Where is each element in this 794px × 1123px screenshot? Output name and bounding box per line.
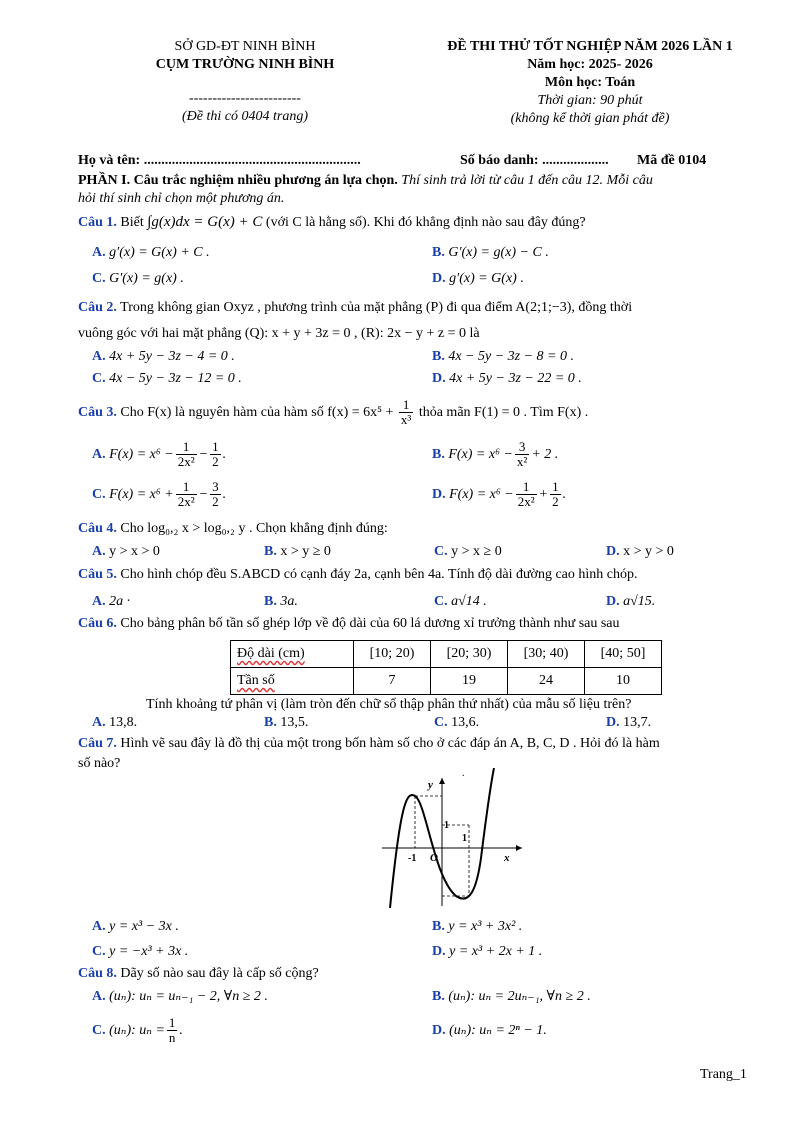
q8-option-b[interactable]: B. (uₙ): uₙ = 2uₙ₋₁, ∀n ≥ 2 . [432,989,591,1004]
q5-option-a[interactable]: A. 2a · [92,594,131,609]
question-6 [78,615,620,633]
exam-code: Mã đề 0104 [637,153,707,168]
y-label: y [428,779,433,791]
question-2 [78,299,632,317]
part1-heading [78,172,653,190]
q3-text-a: Cho F(x) là nguyên hàm của hàm số f(x) = 6x⁵ + [120,405,394,420]
question-1 [78,213,586,232]
q1-option-b[interactable]: B. G′(x) = g(x) − C . [432,245,549,260]
part1-instruction-cont: hỏi thí sinh chỉ chọn một phương án. [78,191,285,206]
q3-option-a[interactable]: A. F(x) = x⁶ − $\frac{1}{\text{2x²}}$ − $\frac{1}{2}$ . [92,439,227,470]
q3-option-d[interactable]: D. F(x) = x⁶ − $\frac{1}{\text{2x²}}$ + $\frac{1}{2}$ . [432,479,567,510]
x-tick-neg1: -1 [408,853,417,864]
q1-label: Câu 1. [78,215,117,230]
header-divider: ------------------------ [189,91,301,106]
school-year: Năm học: 2025- 2026 [527,57,653,72]
question-7 [78,735,660,753]
table-cell: 19 [431,668,508,695]
q1-option-a[interactable]: A. g′(x) = G(x) + C . [92,245,210,260]
x-tick-1: 1 [462,833,467,844]
frequency-table [230,640,662,695]
q8-label: Câu 8. [78,966,117,981]
q5-option-d[interactable]: D. a√15. [606,594,656,609]
q3-option-c[interactable]: C. F(x) = x⁶ + $\frac{1}{\text{2x²}}$ − $\frac{3}{2}$ . [92,479,227,510]
q7-text-line2: số nào? [78,756,121,771]
part1-title: PHẦN I. Câu trắc nghiệm nhiều phương án lựa chọn. [78,173,398,188]
table-cell: Độ dài (cm) [231,641,354,668]
q2-label: Câu 2. [78,300,117,315]
q5-label: Câu 5. [78,567,117,582]
question-3 [78,398,588,428]
q7-text-line1: Hình vẽ sau đây là đồ thị của một trong bốn hàm số cho ở các đáp án A, B, C, D . Hỏi đó là hàm [120,736,660,751]
q6-text: Cho bảng phân bố tần số ghép lớp về độ dài của 60 lá dương xỉ trưởng thành như sau sau [120,616,620,631]
q4-option-d[interactable]: D. x > y > 0 [606,544,674,559]
cluster-name: CỤM TRƯỜNG NINH BÌNH [155,57,335,72]
q2-option-d[interactable]: D. 4x + 5y − 3z − 22 = 0 . [432,371,582,386]
q2-text-line1: Trong không gian Oxyz , phương trình của mặt phẳng (P) đi qua điểm A(2;1;−3), đồng thời [120,300,633,315]
x-axis-arrow-icon [516,845,522,851]
dept-name: SỞ GD-ĐT NINH BÌNH [174,39,316,54]
table-cell: [40; 50] [585,641,662,668]
stray-dot: . [462,768,465,779]
q1-option-c[interactable]: C. G′(x) = g(x) . [92,271,184,286]
q7-option-a[interactable]: A. y = x³ − 3x . [92,919,179,934]
page-count-note: (Đề thi có 0404 trang) [182,109,308,124]
q2-option-b[interactable]: B. 4x − 5y − 3z − 8 = 0 . [432,349,575,364]
q3-label: Câu 3. [78,405,117,420]
q1-text-a: Biết [120,215,144,230]
q4-option-a[interactable]: A. y > x > 0 [92,544,160,559]
table-cell: [10; 20) [354,641,431,668]
table-cell: [30; 40) [508,641,585,668]
q1-option-d[interactable]: D. g′(x) = G(x) . [432,271,524,286]
subject: Môn học: Toán [544,75,636,90]
part1-instruction: Thí sinh trả lời từ câu 1 đến câu 12. Mỗi câu [397,173,653,188]
table-row [231,641,662,668]
q4-option-b[interactable]: B. x > y ≥ 0 [264,544,331,559]
duration: Thời gian: 90 phút [537,93,643,108]
candidate-number-field: Số báo danh: ................... [460,153,609,168]
table-cell: 7 [354,668,431,695]
q5-option-c[interactable]: C. a√14 . [434,594,487,609]
x-label: x [504,852,510,864]
page-number: Trang_1 [700,1067,747,1082]
q6-question: Tính khoảng tứ phân vị (làm tròn đến chữ số thập phân thứ nhất) của mẫu số liệu trên? [146,697,632,712]
table-row [231,668,662,695]
duration-note: (không kể thời gian phát đề) [510,111,670,126]
q7-option-c[interactable]: C. y = −x³ + 3x . [92,944,189,959]
question-5 [78,566,637,584]
q4-text: Cho log₀,₂ x > log₀,₂ y . Chọn khẳng định đúng: [120,521,388,536]
table-cell: Tần số [231,668,354,695]
function-graph [376,768,526,908]
q8-option-a[interactable]: A. (uₙ): uₙ = uₙ₋₁ − 2, ∀n ≥ 2 . [92,989,268,1004]
q7-label: Câu 7. [78,736,117,751]
q6-option-b[interactable]: B. 13,5. [264,715,309,730]
q5-option-b[interactable]: B. 3a. [264,594,298,609]
q3-option-b[interactable]: B. F(x) = x⁶ − $\frac{3}{\text{x²}}$ + 2 . [432,439,559,470]
origin-label: O [430,852,438,864]
student-name-field: Họ và tên: .............................................................. [78,153,361,168]
question-8 [78,965,319,983]
q6-option-c[interactable]: C. 13,6. [434,715,480,730]
q5-text: Cho hình chóp đều S.ABCD có cạnh đáy 2a, cạnh bên 4a. Tính độ dài đường cao hình chóp. [120,567,638,582]
q1-text-b: (với C là hằng số). Khi đó khẳng định nào sau đây đúng? [265,215,586,230]
table-cell: 24 [508,668,585,695]
q8-option-d[interactable]: D. (uₙ): uₙ = 2ⁿ − 1. [432,1023,547,1038]
q2-text-line2: vuông góc với hai mặt phẳng (Q): x + y + 3z = 0 , (R): 2x − y + z = 0 là [78,326,480,341]
q4-option-c[interactable]: C. y > x ≥ 0 [434,544,502,559]
q2-option-a[interactable]: A. 4x + 5y − 3z − 4 = 0 . [92,349,235,364]
q6-label: Câu 6. [78,616,117,631]
table-cell: 10 [585,668,662,695]
q8-option-c[interactable]: C. (uₙ): uₙ = $\frac{1}{n}$ . [92,1015,183,1046]
q4-label: Câu 4. [78,521,117,536]
q6-option-d[interactable]: D. 13,7. [606,715,652,730]
q6-option-a[interactable]: A. 13,8. [92,715,138,730]
question-4 [78,520,388,538]
q7-option-d[interactable]: D. y = x³ + 2x + 1 . [432,944,543,959]
y-axis-arrow-icon [439,778,445,784]
q3-text-b: thỏa mãn F(1) = 0 . Tìm F(x) . [418,405,589,420]
table-cell: [20; 30) [431,641,508,668]
q1-integral: ∫g(x)dx = G(x) + C [147,214,263,230]
y-tick-1: 1 [444,820,449,831]
q8-text: Dãy số nào sau đây là cấp số cộng? [120,966,319,981]
q3-fraction: $\frac{1}{\text{x³}}$ [400,397,412,428]
exam-title: ĐỀ THI THỬ TỐT NGHIỆP NĂM 2026 LẦN 1 [447,39,733,54]
q7-option-b[interactable]: B. y = x³ + 3x² . [432,919,523,934]
q2-option-c[interactable]: C. 4x − 5y − 3z − 12 = 0 . [92,371,242,386]
